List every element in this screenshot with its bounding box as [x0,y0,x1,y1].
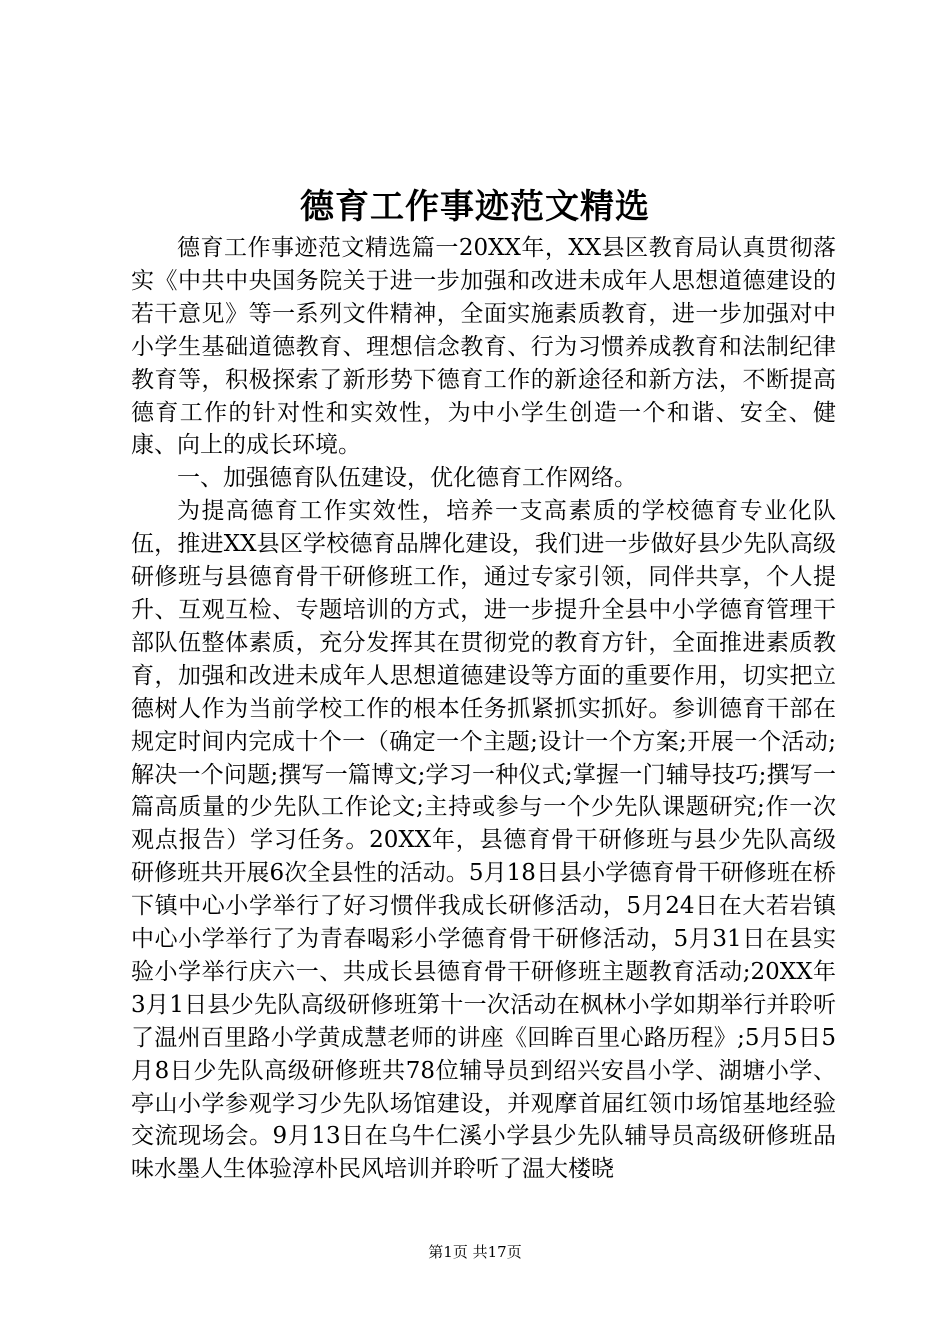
page-footer: 第1页 共17页 [428,1243,522,1261]
paragraph-intro: 德育工作事迹范文精选篇一20XX年，XX县区教育局认真贯彻落实《中共中央国务院关于进一步加强和改进未成年人思想道德建设的若干意见》等一系列文件精神，全面实施素质教育，进一步加强对中小学生基础道德教育、理想信念教育、行为习惯养成教育和法制纪律教育等，积极探索了新形势下德育工作的新途径和新方法，不断提高德育工作的针对性和实效性，为中小学生创造一个和谐、安全、健康、向上的成长环境。 [131,235,836,459]
paragraph-section-one: 为提高德育工作实效性，培养一支高素质的学校德育专业化队伍，推进XX县区学校德育品牌化建设，我们进一步做好县少先队高级研修班与县德育骨干研修班工作，通过专家引领，同伴共享，个人提升、互观互检、专题培训的方式，进一步提升全县中小学德育管理干部队伍整体素质，充分发挥其在贯彻党的教育方针，全面推进素质教育，加强和改进未成年人思想道德建设等方面的重要作用，切实把立德树人作为当前学校工作的根本任务抓紧抓实抓好。参训德育干部在规定时间内完成十个一（确定一个主题;设计一个方案;开展一个活动;解决一个问题;撰写一篇博文;学习一种仪式;掌握一门辅导技巧;撰写一篇高质量的少先队工作论文;主持或参与一个少先队课题研究;作一次观点报告）学习任务。20XX年，县德育骨干研修班与县少先队高级研修班共开展6次全县性的活动。5月18日县小学德育骨干研修班在桥下镇中心小学举行了好习惯伴我成长研修活动，5月24日在大若岩镇中心小学举行了为青春喝彩小学德育骨干研修活动，5月31日在县实验小学举行庆六一、共成长县德育骨干研修班主题教育活动;20XX年3月1日县少先队高级研修班第十一次活动在枫林小学如期举行并聆听了温州百里路小学黄成慧老师的讲座《回眸百里心路历程》;5月5日5月8日少先队高级研修班共78位辅导员到绍兴安昌小学、湖塘小学、亭山小学参观学习少先队场馆建设，并观摩首届红领巾场馆基地经验交流现场会。9月13日在乌牛仁溪小学县少先队辅导员高级研修班品味水墨人生体验淳朴民风培训并聆听了温大楼晓 [131,498,836,1183]
section-heading: 一、加强德育队伍建设，优化德育工作网络。 [177,465,637,492]
document-body [131,232,836,1186]
document-title: 德育工作事迹范文精选 [300,187,650,227]
